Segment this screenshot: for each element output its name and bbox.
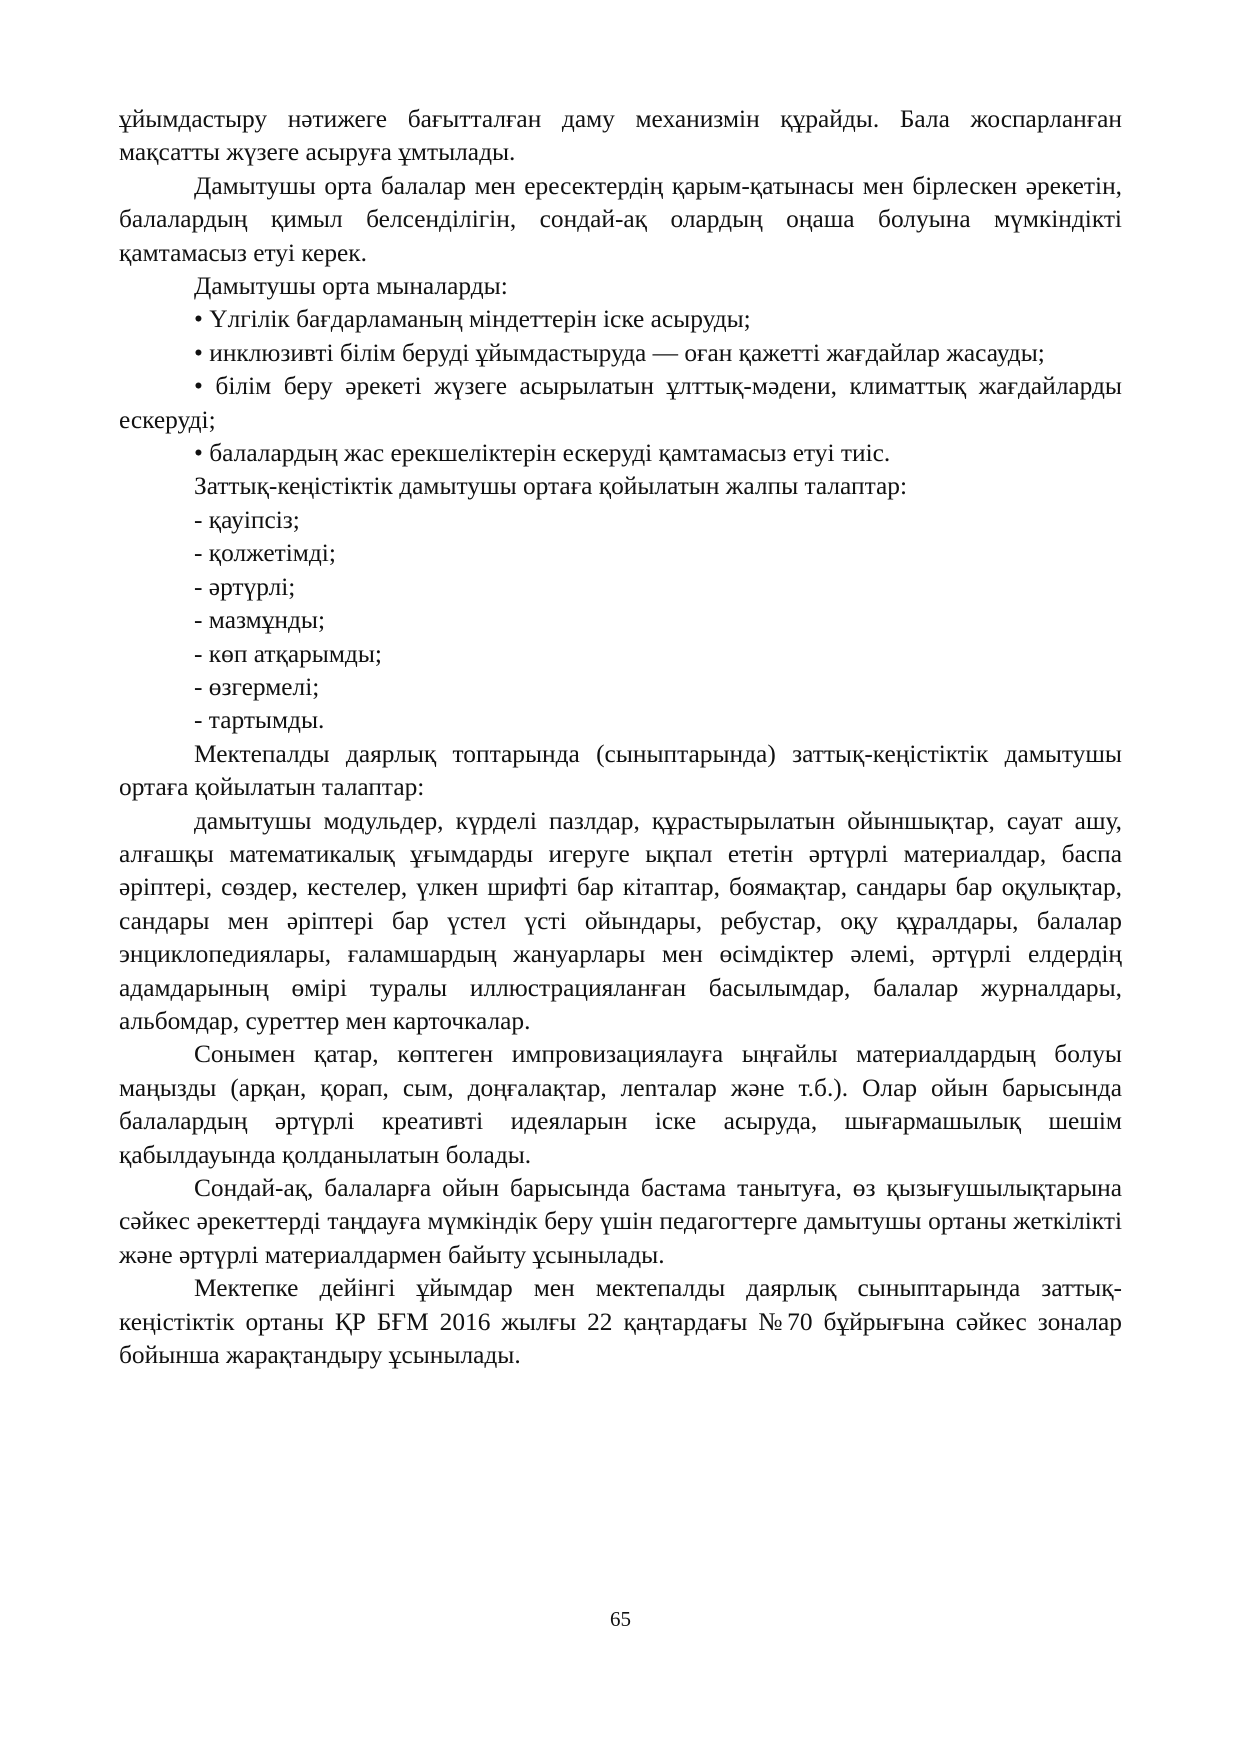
paragraph-materials-list: дамытушы модульдер, күрделі пазлдар, құрастырылатын ойыншықтар, сауат ашу, алғашқы математикалық ұғымдарды игеруге ықпал ететін әртүрлі материалдар, баспа әріптері, сөздер, кестелер, үлкен шрифті бар кітаптар, боямақтар, сандары бар оқулықтар, сандары мен әріптері бар үстел үсті ойындары, ребустар, оқу құралдары, балалар энциклопедиялары, ғаламшардың жануарлары мен өсімдіктер әлемі, әртүрлі елдердің адамдарының өмірі туралы иллюстрацияланған басылымдар, балалар журналдары, альбомдар, суреттер мен карточкалар. bbox=[119, 806, 1122, 1035]
bullet-item: • инклюзивті білім беруді ұйымдастыруда — оған қажетті жағдайлар жасауды; bbox=[194, 338, 1045, 367]
page-number: 65 bbox=[610, 1607, 631, 1631]
requirement-item: - мазмұнды; bbox=[194, 606, 326, 635]
paragraph-preschool-requirements: Мектепалды даярлық топтарында (сыныптарында) заттық-кеңістіктік дамытушы ортаға қойылатын талаптар: bbox=[119, 739, 1122, 802]
paragraph-environment-intro: Дамытушы орта мыналарды: bbox=[194, 272, 508, 301]
requirement-item: - қолжетімді; bbox=[194, 539, 336, 568]
bullet-item: • білім беру әрекеті жүзеге асырылатын ұлттық-мәдени, климаттық жағдайларды ескеруді; bbox=[119, 372, 1122, 434]
paragraph-continuation: ұйымдастыру нәтижеге бағытталған даму механизмін құрайды. Бала жоспарланған мақсатты жүзеге асыруға ұмтылады. bbox=[119, 105, 1122, 167]
requirement-item: - тартымды. bbox=[194, 706, 325, 735]
paragraph-environment: Дамытушы орта балалар мен ересектердің қарым-қатынасы мен бірлескен әрекетін, балалардың қимыл белсенділігін, сондай-ақ олардың оңаша болуына мүмкіндікті қамтамасыз етуі керек. bbox=[119, 171, 1122, 267]
requirements-intro: Заттық-кеңістіктік дамытушы ортаға қойылатын жалпы талаптар: bbox=[194, 472, 908, 501]
paragraph-initiative: Сондай-ақ, балаларға ойын барысында бастама танытуға, өз қызығушылықтарына сәйкес әрекеттерді таңдауға мүмкіндік беру үшін педагогтерге дамытушы ортаны жеткілікті және әртүрлі материалдармен байыту ұсынылады. bbox=[119, 1174, 1122, 1269]
paragraph-improvisation: Сонымен қатар, көптеген импровизациялауға ыңғайлы материалдардың болуы маңызды (арқан, қорап, сым, доңғалақтар, лenталар және т.б.). Олар ойын барысында балалардың әртүрлі креативті идеяларын іске асыруда, шығармашылық шешім қабылдауында қолданылатын болады. bbox=[119, 1040, 1122, 1169]
paragraph-zones: Мектепке дейінгі ұйымдар мен мектепалды даярлық сыныптарында заттық-кеңістіктік ортаны ҚР БҒМ 2016 жылғы 22 қаңтардағы №70 бұйрығына сәйкес зоналар бойынша жарақтандыру ұсынылады. bbox=[119, 1274, 1122, 1370]
bullet-item: • балалардың жас ерекшеліктерін ескеруді қамтамасыз етуі тиіс. bbox=[194, 439, 891, 468]
requirement-item: - әртүрлі; bbox=[194, 572, 296, 601]
requirement-item: - өзгермелі; bbox=[194, 672, 320, 701]
page-body bbox=[119, 103, 1122, 1372]
requirement-item: - көп атқарымды; bbox=[194, 639, 382, 668]
requirement-item: - қауіпсіз; bbox=[194, 505, 300, 534]
bullet-item: • Үлгілік бағдарламаның міндеттерін іске асыруды; bbox=[194, 305, 751, 334]
